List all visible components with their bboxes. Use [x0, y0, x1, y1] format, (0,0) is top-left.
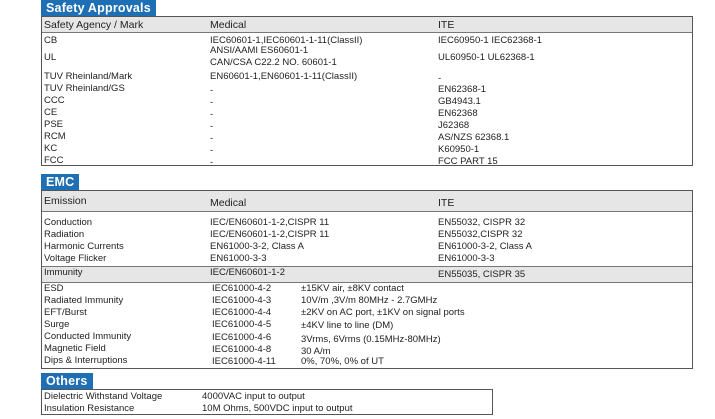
agency-cb: CB: [44, 35, 58, 46]
immunity-radiated-level: 10V/m ,3V/m 80MHz - 2.7GMHz: [301, 295, 438, 306]
ite-cb: IEC60950-1 IEC62368-1: [438, 35, 543, 46]
ite-ul: UL60950-1 UL62368-1: [438, 52, 535, 63]
medical-ce: -: [210, 109, 214, 120]
others-tag: Others: [41, 373, 93, 389]
emission-harmonic: Harmonic Currents: [44, 241, 124, 252]
medical-tuv-mark: EN60601-1,EN60601-1-11(ClassII): [210, 71, 358, 82]
medical-ul-line1: ANSI/AAMI ES60601-1: [210, 45, 309, 56]
immunity-conducted-standard: IEC61000-4-6: [212, 332, 272, 343]
agency-pse: PSE: [44, 119, 64, 130]
immunity-ite-standard: EN55035, CISPR 35: [438, 269, 526, 280]
agency-rcm: RCM: [44, 131, 66, 142]
emission-radiation-ite: EN55032,CISPR 32: [438, 229, 523, 240]
emission-harmonic-medical: EN61000-3-2, Class A: [210, 241, 304, 252]
agency-kc: KC: [44, 143, 58, 154]
immunity-esd: ESD: [44, 283, 64, 294]
emission-flicker: Voltage Flicker: [44, 253, 107, 264]
emission-radiation-medical: IEC/EN60601-1-2,CISPR 11: [210, 229, 330, 240]
immunity-conducted-level: 3Vrms, 6Vrms (0.15MHz-80MHz): [301, 334, 441, 345]
agency-fcc: FCC: [44, 155, 64, 166]
immunity-magnetic-standard: IEC61000-4-8: [212, 344, 272, 355]
ite-kc: K60950-1: [438, 144, 480, 155]
others-insulation-value: 10M Ohms, 500VDC input to output: [202, 403, 353, 414]
immunity-magnetic: Magnetic Field: [44, 343, 106, 354]
emission-flicker-ite: EN61000-3-3: [438, 253, 495, 264]
emc-table: [41, 190, 693, 369]
ite-pse: J62368: [438, 120, 470, 131]
ite-ce: EN62368: [438, 108, 478, 119]
immunity-surge-standard: IEC61000-4-5: [212, 319, 272, 330]
immunity-dips-standard: IEC61000-4-11: [212, 356, 276, 367]
immunity-surge-level: ±4KV line to line (DM): [301, 320, 394, 331]
immunity-dips: Dips & Interruptions: [44, 355, 128, 366]
immunity-header-row: [42, 266, 692, 283]
medical-pse: -: [210, 121, 214, 132]
emc-tag: EMC: [41, 174, 79, 190]
immunity-radiated-standard: IEC61000-4-3: [212, 295, 272, 306]
immunity-magnetic-level: 30 A/m: [301, 346, 331, 357]
safety-header-row: [42, 17, 692, 33]
immunity-eft-standard: IEC61000-4-4: [212, 307, 272, 318]
immunity-eft: EFT/Burst: [44, 307, 87, 318]
immunity-eft-level: ±2KV on AC port, ±1KV on signal ports: [301, 307, 465, 318]
medical-tuv-gs: -: [210, 85, 214, 96]
medical-rcm: -: [210, 133, 214, 144]
others-dielectric-label: Dielectric Withstand Voltage: [44, 391, 163, 402]
emission-conduction-medical: IEC/EN60601-1-2,CISPR 11: [210, 217, 330, 228]
emission-flicker-medical: EN61000-3-3: [210, 253, 267, 264]
header-medical: Medical: [210, 19, 247, 31]
immunity-esd-standard: IEC61000-4-2: [212, 283, 272, 294]
medical-kc: -: [210, 145, 214, 156]
safety-approvals-table: [41, 16, 693, 166]
medical-ul-line2: CAN/CSA C22.2 NO. 60601-1: [210, 57, 337, 68]
header-emc-ite: ITE: [438, 197, 455, 209]
ite-rcm: AS/NZS 62368.1: [438, 132, 510, 143]
medical-fcc: -: [210, 157, 214, 168]
medical-ccc: -: [210, 97, 214, 108]
header-immunity: Immunity: [44, 267, 83, 278]
immunity-conducted: Conducted Immunity: [44, 331, 132, 342]
immunity-surge: Surge: [44, 319, 70, 330]
emission-conduction-ite: EN55032, CISPR 32: [438, 217, 526, 228]
ite-fcc: FCC PART 15: [438, 156, 498, 167]
agency-tuv-gs: TUV Rheinland/GS: [44, 83, 125, 94]
emission-harmonic-ite: EN61000-3-2, Class A: [438, 241, 532, 252]
others-insulation-label: Insulation Resistance: [44, 403, 135, 414]
others-dielectric-value: 4000VAC input to output: [202, 391, 305, 402]
agency-ccc: CCC: [44, 95, 65, 106]
safety-approvals-tag: Safety Approvals: [41, 0, 156, 16]
agency-ul: UL: [44, 52, 57, 63]
header-safety-agency: Safety Agency / Mark: [44, 19, 144, 31]
agency-tuv-mark: TUV Rheinland/Mark: [44, 71, 133, 82]
agency-ce: CE: [44, 107, 58, 118]
ite-tuv-mark: -: [438, 73, 442, 84]
immunity-dips-level: 0%, 70%, 0% of UT: [301, 356, 384, 367]
immunity-radiated: Radiated Immunity: [44, 295, 124, 306]
medical-cb: IEC60601-1,IEC60601-1-11(ClassII): [210, 35, 363, 46]
ite-ccc: GB4943.1: [438, 96, 481, 107]
header-emission: Emission: [44, 195, 87, 207]
immunity-esd-level: ±15KV air, ±8KV contact: [301, 283, 404, 294]
ite-tuv-gs: EN62368-1: [438, 84, 487, 95]
emission-conduction: Conduction: [44, 217, 93, 228]
emission-header-row: [42, 191, 692, 212]
immunity-medical-standard: IEC/EN60601-1-2: [210, 267, 285, 278]
emission-radiation: Radiation: [44, 229, 85, 240]
others-table: [41, 389, 493, 415]
header-ite: ITE: [438, 19, 455, 31]
header-emc-medical: Medical: [210, 197, 247, 209]
